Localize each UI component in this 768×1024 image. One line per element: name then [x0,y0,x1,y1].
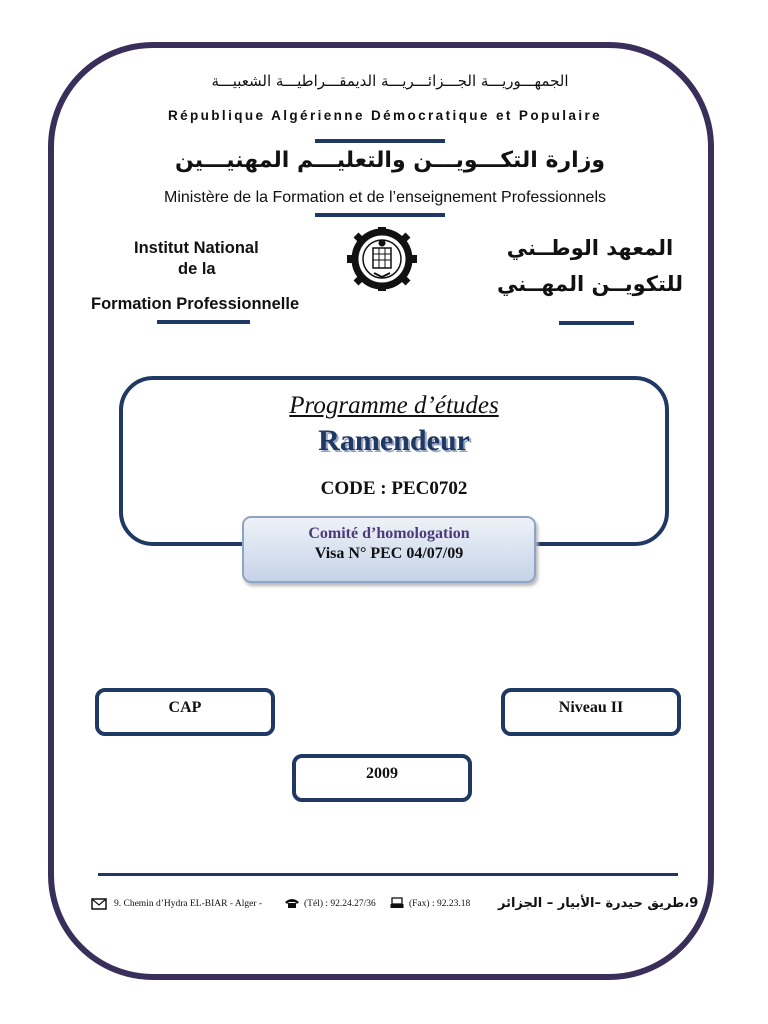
institute-line3: Formation Professionnelle [91,295,300,313]
program-name: Ramendeur [318,424,470,457]
arabic-ministry-title: وزارة التكـــويـــن والتعليـــم المهنيـــين [174,148,606,173]
footer-arabic-address: 9،طريق حيدرة –الأبيار – الجزائر [498,896,699,911]
visa-committee: Comité d’homologation [308,525,470,542]
visa-number: Visa N° PEC 04/07/09 [314,545,464,562]
institute-line1: Institut National [134,239,259,257]
footer-address: 9. Chemin d’Hydra EL-BIAR - Alger - [114,899,263,909]
footer-divider [98,873,678,876]
french-ministry-title: Ministère de la Formation et de l’enseignement Professionnels [163,189,606,206]
divider-top [315,139,445,143]
arabic-institute-name [490,230,690,302]
divider-ministry [315,213,445,217]
institute-line2: de la [178,260,216,278]
program-code: CODE : PEC0702 [320,478,468,499]
gear-logo-icon [344,226,422,292]
program-title: Programme d’études [289,392,499,419]
year-box: 2009 [292,754,472,802]
arabic-institute-line1: المعهد الوطــني [506,236,674,260]
level-box: Niveau II [501,688,681,736]
arabic-republic-title: الجمهـــوريـــة الجـــزائـــريـــة الديمقـــراطيـــة الشعبيـــة [211,72,569,90]
envelope-icon [91,898,107,910]
divider-institute-right [559,321,634,325]
french-republic-title: République Algérienne Démocratique et Populaire [167,108,603,123]
footer-fax: (Fax) : 92.23.18 [409,899,471,909]
footer-tel: (Tél) : 92.24.27/36 [304,899,376,909]
diploma-box: CAP [95,688,275,736]
arabic-institute-line2: للتكويــن المهــني [496,272,684,296]
fax-icon [390,897,404,909]
phone-icon [284,897,300,909]
divider-institute-left [157,320,250,324]
